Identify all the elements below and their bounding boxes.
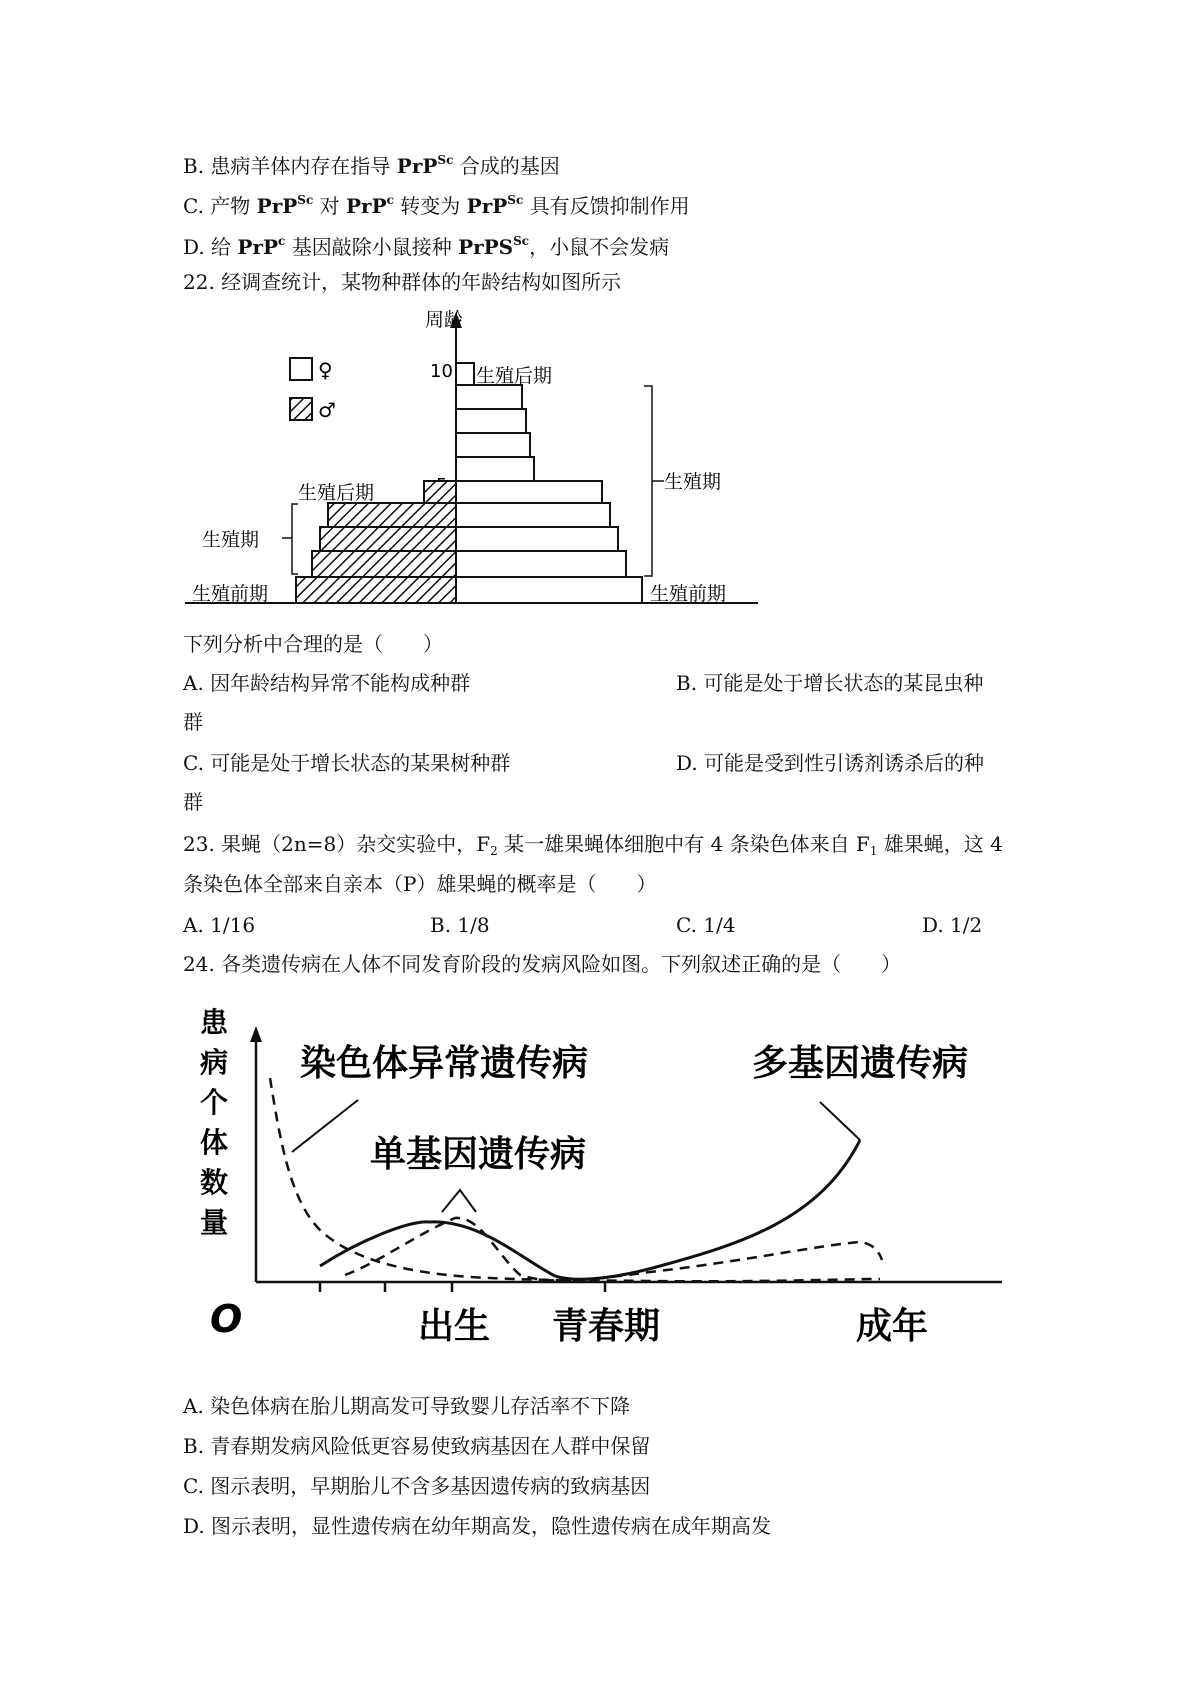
age-structure-figure (180, 306, 760, 616)
y-char-2: 病 (200, 1046, 229, 1079)
female-bar-2 (456, 551, 626, 577)
q23-option-d: D. 1/2 (922, 913, 983, 937)
x-label-adult: 成年 (856, 1306, 929, 1347)
q22-option-b-wrap: 群 (183, 710, 203, 734)
q21-option-c: C. 产物 PrP$^{Sc}$ 对 PrP$^c$ 转变为 PrP$^{Sc}$ 具有反馈抑制作用 (183, 193, 690, 218)
male-bar-5 (424, 481, 456, 503)
leader-polygenic (820, 1102, 860, 1140)
legend-male-symbol: ♂ (318, 398, 336, 422)
q22-option-d: D. 可能是受到性引诱剂诱杀后的种 (676, 751, 985, 775)
leader-single-gene (442, 1190, 476, 1212)
male-bar-1 (296, 577, 456, 603)
q23-option-a: A. 1/16 (183, 913, 256, 937)
y-axis-label (200, 1006, 229, 1239)
q24-option-a: A. 染色体病在胎儿期高发可导致婴儿存活率不下降 (183, 1394, 631, 1418)
legend-female-symbol: ♀ (318, 358, 333, 382)
male-label-pre: 生殖前期 (192, 583, 269, 605)
q22-prompt: 下列分析中合理的是（ ） (183, 632, 443, 656)
x-ticks (320, 1282, 605, 1292)
q24-option-c: C. 图示表明，早期胎儿不含多基因遗传病的致病基因 (183, 1474, 651, 1498)
origin-label: O (210, 1297, 243, 1341)
y-axis-arrow (250, 1026, 262, 1042)
leader-chromosome (292, 1100, 358, 1152)
male-bar-4 (328, 503, 456, 527)
y-char-4: 体 (200, 1126, 229, 1159)
male-bar-2 (312, 551, 456, 577)
label-single-gene-disease: 单基因遗传病 (370, 1134, 587, 1175)
female-label-post: 生殖后期 (476, 365, 553, 387)
x-label-birth: 出生 (418, 1306, 491, 1347)
y-axis-label: 周龄 (425, 309, 464, 331)
q23-stem-line2: 条染色体全部来自亲本（P）雄果蝇的概率是（ ） (183, 872, 657, 896)
q22-option-d-wrap: 群 (183, 790, 203, 814)
male-label-post: 生殖后期 (298, 482, 375, 504)
q22-stem: 22. 经调查统计，某物种群体的年龄结构如图所示 (183, 270, 622, 294)
disease-risk-figure (180, 990, 1020, 1360)
q23-option-c: C. 1/4 (676, 913, 736, 937)
y-char-3: 个 (200, 1086, 229, 1119)
y-char-6: 量 (200, 1206, 229, 1239)
q24-stem: 24. 各类遗传病在人体不同发育阶段的发病风险如图。下列叙述正确的是（ ） (183, 952, 902, 976)
x-label-puberty: 青春期 (552, 1306, 661, 1347)
female-bar-9 (456, 385, 522, 409)
female-bar-3 (456, 527, 618, 551)
female-label-repro: 生殖期 (664, 471, 722, 493)
label-polygenic-disease: 多基因遗传病 (752, 1043, 969, 1084)
tick-10: 10 (430, 361, 453, 382)
male-label-repro: 生殖期 (202, 529, 260, 551)
female-bar-4 (456, 503, 610, 527)
label-chromosome-disease: 染色体异常遗传病 (300, 1043, 589, 1084)
female-bar-8 (456, 409, 526, 433)
q24-option-d: D. 图示表明，显性遗传病在幼年期高发，隐性遗传病在成年期高发 (183, 1514, 772, 1538)
q22-option-c: C. 可能是处于增长状态的某果树种群 (183, 751, 511, 775)
q22-option-a: A. 因年龄结构异常不能构成种群 (183, 671, 471, 695)
female-bar-10 (456, 363, 474, 385)
female-bar-5 (456, 481, 602, 503)
q22-option-b: B. 可能是处于增长状态的某昆虫种 (676, 671, 984, 695)
female-bars (456, 363, 642, 603)
y-char-5: 数 (200, 1166, 229, 1199)
q23-stem-line1: 23. 果蝇（2n=8）杂交实验中，$F_2$ 某一雄果蝇体细胞中有 4 条染色体来自 $F_1$ 雄果蝇，这 4 (183, 832, 1003, 858)
q21-option-b: B. 患病羊体内存在指导 PrP$^{Sc}$ 合成的基因 (183, 153, 560, 178)
female-bar-7 (456, 433, 530, 457)
male-bar-3 (320, 527, 456, 551)
q23-option-b: B. 1/8 (430, 913, 490, 937)
female-repro-bracket (644, 386, 664, 576)
female-bar-6 (456, 457, 534, 481)
female-bar-1 (456, 577, 642, 603)
legend-male-box (290, 398, 312, 420)
female-label-pre: 生殖前期 (650, 583, 727, 605)
y-char-1: 患 (200, 1006, 229, 1039)
male-repro-bracket (282, 504, 298, 574)
q24-option-b: B. 青春期发病风险低更容易使致病基因在人群中保留 (183, 1434, 651, 1458)
legend-female-box (290, 358, 312, 380)
q21-option-d: D. 给 PrP$^c$ 基因敲除小鼠接种 PrPS$^{Sc}$，小鼠不会发病 (183, 234, 670, 259)
